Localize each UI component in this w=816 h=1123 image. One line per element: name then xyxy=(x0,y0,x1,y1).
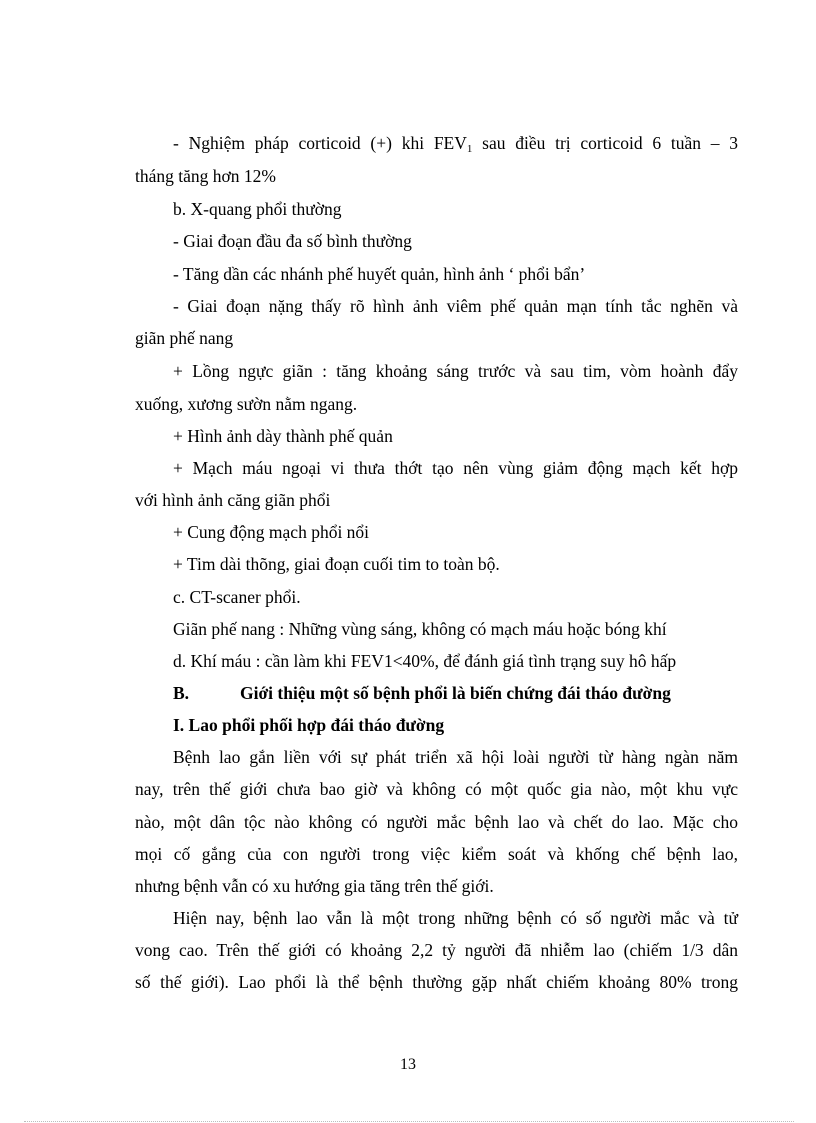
text-line: + Cung động mạch phổi nổi xyxy=(173,522,370,542)
text-line: + Lồng ngực giãn : tăng khoảng sáng trước và sau tim, vòm hoành đẩy xyxy=(173,361,738,381)
text-line: - Giai đoạn đầu đa số bình thường xyxy=(173,231,412,251)
paragraph-line: nay, trên thế giới chưa bao giờ và không có một quốc gia nào, một khu vực xyxy=(135,779,738,799)
text-line: với hình ảnh căng giãn phổi xyxy=(135,490,331,510)
list-heading: c. CT-scaner phổi. xyxy=(173,587,301,607)
page-number: 13 xyxy=(400,1056,416,1073)
paragraph-line: số thế giới). Lao phổi là thể bệnh thường gặp nhất chiếm khoảng 80% trong xyxy=(135,972,738,992)
paragraph-line: mọi cố gắng của con người trong việc kiểm soát và khống chế bệnh lao, xyxy=(135,844,738,864)
text-line: tháng tăng hơn 12% xyxy=(135,166,276,186)
section-heading: Giới thiệu một số bệnh phổi là biến chứng đái tháo đường xyxy=(240,683,671,703)
text-line: + Tim dài thõng, giai đoạn cuối tim to toàn bộ. xyxy=(173,554,500,574)
text-line: xuống, xương sườn nằm ngang. xyxy=(135,394,358,414)
text-line: + Hình ảnh dày thành phế quản xyxy=(173,426,393,446)
text-line: - Giai đoạn nặng thấy rõ hình ảnh viêm phế quản mạn tính tắc nghẽn và xyxy=(173,296,738,316)
paragraph-line: nhưng bệnh vẫn có xu hướng gia tăng trên thế giới. xyxy=(135,876,494,896)
text-line: + Mạch máu ngoại vi thưa thớt tạo nên vùng giảm động mạch kết hợp xyxy=(173,458,738,478)
text-line: giãn phế nang xyxy=(135,328,234,348)
paragraph-line: Bệnh lao gắn liền với sự phát triển xã hội loài người từ hàng ngàn năm xyxy=(173,747,738,767)
paragraph-line: Hiện nay, bệnh lao vẫn là một trong những bệnh có số người mắc và tử xyxy=(173,908,738,928)
text-line: - Tăng dần các nhánh phế huyết quản, hình ảnh ‘ phổi bẩn’ xyxy=(173,264,586,284)
section-label: B. xyxy=(173,683,190,703)
text-line: d. Khí máu : cần làm khi FEV1<40%, để đánh giá tình trạng suy hô hấp xyxy=(173,651,677,671)
page-bottom-divider xyxy=(24,1121,794,1122)
subscript: 1 xyxy=(466,143,473,155)
paragraph-line: vong cao. Trên thế giới có khoảng 2,2 tỷ người đã nhiễm lao (chiếm 1/3 dân xyxy=(135,940,738,960)
text-line xyxy=(173,133,738,153)
text-span: - Nghiệm pháp corticoid (+) khi FEV xyxy=(173,133,467,153)
text-span: sau điều trị corticoid 6 tuần – 3 xyxy=(472,133,738,153)
paragraph-line: nào, một dân tộc nào không có người mắc bệnh lao và chết do lao. Mặc cho xyxy=(135,812,738,832)
list-heading: b. X-quang phổi thường xyxy=(173,199,342,219)
text-line: Giãn phế nang : Những vùng sáng, không có mạch máu hoặc bóng khí xyxy=(173,619,667,639)
subsection-heading: I. Lao phổi phối hợp đái tháo đường xyxy=(173,715,445,735)
